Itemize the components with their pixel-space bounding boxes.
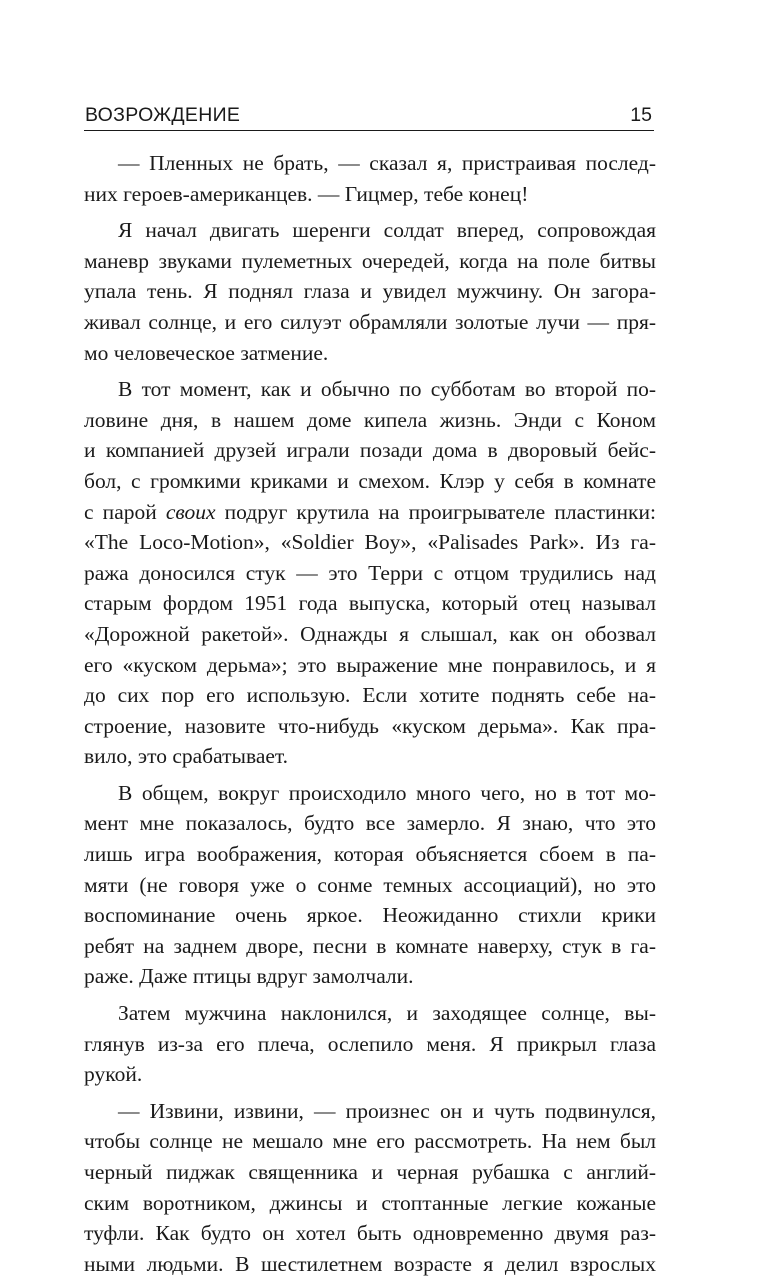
running-header <box>84 104 654 131</box>
text-line: черный пиджак священника и черная рубашка с англий- <box>84 1160 656 1184</box>
text-line: «The Loco-Motion», «Soldier Boy», «Palisades Park». Из га- <box>84 530 656 555</box>
paragraph <box>84 778 656 992</box>
text-line: них героев-американцев. — Гицмер, тебе конец! <box>84 181 529 206</box>
text-line: бол, с громкими криками и смехом. Клэр у себя в комнате <box>84 468 656 493</box>
text-line: ловине дня, в нашем доме кипела жизнь. Энди с Коном <box>84 407 656 432</box>
paragraph <box>84 998 656 1090</box>
text-line: В общем, вокруг происходило много чего, но в тот мо- <box>118 780 656 805</box>
text-line: старым фордом 1951 года выпуска, который отец называл <box>84 591 656 616</box>
text-line: Затем мужчина наклонился, и заходящее солнце, вы- <box>118 1001 656 1026</box>
text-line: лишь игра воображения, которая объясняется сбоем в па- <box>84 842 656 867</box>
text-line: раже. Даже птицы вдруг замолчали. <box>84 964 414 989</box>
text-line: живал солнце, и его силуэт обрамляли золотые лучи — пря- <box>84 309 656 334</box>
text-line: упала тень. Я поднял глаза и увидел мужчину. Он загора- <box>84 279 656 304</box>
text-line: глянув из-за его плеча, ослепило меня. Я прикрыл глаза <box>84 1031 656 1056</box>
text-line: вило, это срабатывает. <box>84 744 289 769</box>
paragraph <box>84 1096 656 1279</box>
text-line <box>84 497 656 528</box>
text-line: рукой. <box>84 1062 143 1087</box>
text-line: его «куском дерьма»; это выражение мне понравилось, и я <box>84 652 656 677</box>
running-title: ВОЗРОЖДЕНИЕ <box>85 104 241 126</box>
text-line: — Пленных не брать, — сказал я, пристраивая послед- <box>118 151 656 175</box>
page-number: 15 <box>630 104 652 126</box>
text-line: и компанией друзей играли позади дома в дворовый бейс- <box>84 438 656 463</box>
text-line: строение, назовите что-нибудь «куском дерьма». Как пра- <box>84 713 656 738</box>
paragraph <box>84 215 656 368</box>
text-line: ребят на заднем дворе, песни в комнате наверху, стук в га- <box>84 933 656 958</box>
text-line: воспоминание очень яркое. Неожиданно стихли крики <box>84 903 656 928</box>
text-segment: с парой <box>84 499 166 524</box>
paragraph <box>84 148 656 209</box>
text-line: до сих пор его использую. Если хотите поднять себе на- <box>84 683 656 708</box>
emphasis-text: своих <box>165 499 216 524</box>
text-line: ными людьми. В шестилетнем возрасте я делил взрослых <box>84 1251 656 1276</box>
text-line: — Извини, извини, — произнес он и чуть подвинулся, <box>118 1098 656 1123</box>
body-text <box>84 148 656 1279</box>
text-line: ража доносился стук — это Терри с отцом трудились над <box>84 560 656 585</box>
text-line: маневр звуками пулеметных очередей, когда на поле битвы <box>84 248 656 273</box>
text-line: мо человеческое затмение. <box>84 340 329 365</box>
text-line: В тот момент, как и обычно по субботам во второй по- <box>118 377 656 402</box>
text-line: «Дорожной ракетой». Однажды я слышал, как он обозвал <box>84 621 656 646</box>
text-segment: подруг крутила на проигрывателе пластинки: <box>215 499 656 524</box>
text-line: ским воротником, джинсы и стоптанные легкие кожаные <box>84 1190 656 1215</box>
text-line: чтобы солнце не мешало мне его рассмотреть. На нем был <box>84 1129 656 1154</box>
text-line: туфли. Как будто он хотел быть одновременно двумя раз- <box>84 1221 656 1246</box>
text-line: Я начал двигать шеренги солдат вперед, сопровождая <box>118 218 656 243</box>
text-line: мяти (не говоря уже о сонме темных ассоциаций), но это <box>84 872 656 897</box>
paragraph <box>84 374 656 772</box>
text-line: мент мне показалось, будто все замерло. Я знаю, что это <box>84 811 656 836</box>
